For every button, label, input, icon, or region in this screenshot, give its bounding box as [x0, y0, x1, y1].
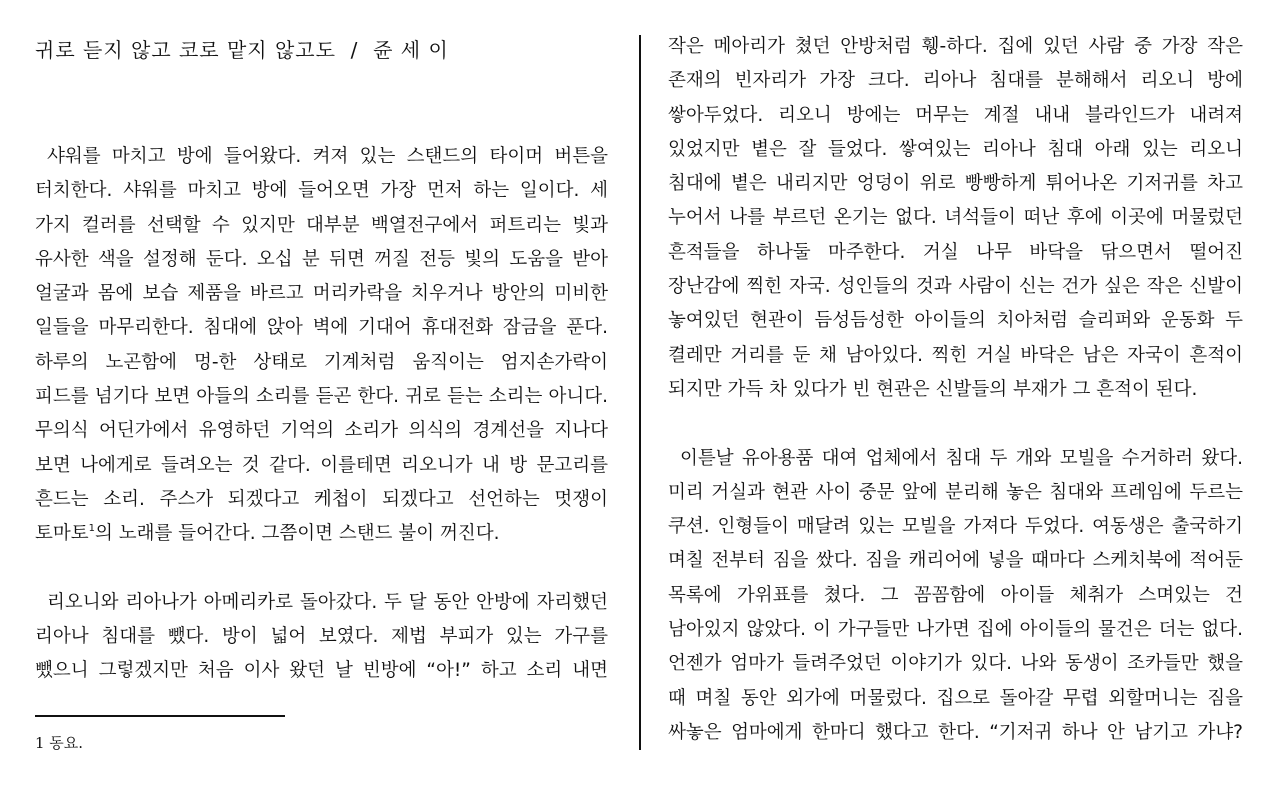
text-line: 놓여있던 현관이 듬성듬성한 아이들의 치아처럼 슬리퍼와 운동화 두 [668, 310, 1243, 332]
text-line: 때 며칠 동안 외가에 머물렀다. 집으로 돌아갈 무렵 외할머니는 짐을 [668, 687, 1243, 709]
text-line: 쌓아두었다. 리오니 방에는 머무는 계절 내내 블라인드가 내려져 [668, 104, 1243, 126]
text-line: 가지 컬러를 선택할 수 있지만 대부분 백열전구에서 퍼트리는 빛과 [35, 214, 608, 236]
text-line: 터치한다. 샤워를 마치고 방에 들어오면 가장 먼저 하는 일이다. 세 [35, 180, 608, 202]
footnote: 1 동요. [35, 734, 84, 752]
text-line: 며칠 전부터 짐을 쌌다. 짐을 캐리어에 넣을 때마다 스케치북에 적어둔 [668, 550, 1243, 572]
text-line: 유사한 색을 설정해 둔다. 오십 분 뒤면 꺼질 전등 빛의 도움을 받아 [35, 248, 608, 270]
text-line: 침대에 볕은 내리지만 엉덩이 위로 빵빵하게 튀어나온 기저귀를 차고 [668, 173, 1243, 195]
text-line: 이튿날 유아용품 대여 업체에서 침대 두 개와 모빌을 수거하러 왔다. [680, 447, 1243, 469]
text-line: 싸놓은 엄마에게 한마디 했다고 한다. “기저귀 하나 안 남기고 가냐? [668, 721, 1243, 743]
text-line [35, 517, 608, 551]
text-line: 켤레만 거리를 둔 채 남아있다. 찍힌 거실 바닥은 남은 자국이 흔적이 [668, 344, 1243, 366]
text-line: 리오니와 리아나가 아메리카로 돌아갔다. 두 달 동안 안방에 자리했던 [47, 591, 608, 613]
text-line: 일들을 마무리한다. 침대에 앉아 벽에 기대어 휴대전화 잠금을 푼다. [35, 317, 608, 339]
text-line: 하루의 노곤함에 멍-한 상태로 기계처럼 움직이는 엄지손가락이 [35, 351, 608, 373]
text-line: 존재의 빈자리가 가장 크다. 리아나 침대를 분해해서 리오니 방에 [668, 70, 1243, 92]
text-line: 무의식 어딘가에서 유영하던 기억의 소리가 의식의 경계선을 지나다 [35, 420, 608, 442]
text-line: 장난감에 찍힌 자국. 성인들의 것과 사람이 신는 건가 싶은 작은 신발이 [668, 276, 1243, 298]
text-segment: 의 노래를 들어간다. 그쯤이면 스탠드 불이 꺼진다. [95, 523, 500, 545]
document-title: 귀로 듣지 않고 코로 맡지 않고도 / 쥰 세 이 [35, 38, 449, 62]
text-line: 흔드는 소리. 주스가 되겠다고 케첩이 되겠다고 선언하는 멋쟁이 [35, 488, 608, 510]
right-column-paragraph-1 [668, 30, 1243, 750]
text-line: 흔적들을 하나둘 마주한다. 거실 나무 바닥을 닦으면서 떨어진 [668, 241, 1243, 263]
text-line: 샤워를 마치고 방에 들어왔다. 켜져 있는 스탠드의 타이머 버튼을 [47, 146, 608, 167]
text-line: 보면 나에게로 들려오는 것 같다. 이를테면 리오니가 내 방 문고리를 [35, 454, 608, 476]
text-line: 되지만 가득 차 있다가 빈 현관은 신발들의 부재가 그 흔적이 된다. [668, 378, 1198, 400]
footnote-reference[interactable]: 1 [88, 523, 95, 535]
left-column-paragraph-1 [35, 140, 608, 689]
text-line: 언젠가 엄마가 들려주었던 이야기가 있다. 나와 동생이 조카들만 했을 [668, 653, 1243, 675]
footnote-divider [35, 715, 285, 717]
text-line: 목록에 가위표를 쳤다. 그 꼼꼼함에 아이들 체취가 스며있는 건 [668, 584, 1243, 606]
text-line: 피드를 넘기다 보면 아들의 소리를 듣곤 한다. 귀로 듣는 소리는 아니다. [35, 386, 608, 408]
text-line: 쿠션. 인형들이 매달려 있는 모빌을 가져다 두었다. 여동생은 출국하기 [668, 516, 1243, 538]
text-segment: 토마토 [35, 523, 89, 545]
text-line: 얼굴과 몸에 보습 제품을 바르고 머리카락을 치우거나 방안의 미비한 [35, 283, 608, 305]
text-line: 리아나 침대를 뺐다. 방이 넓어 보였다. 제법 부피가 있는 가구를 [35, 626, 608, 648]
column-divider [639, 35, 641, 750]
text-line: 미리 거실과 현관 사이 중문 앞에 분리해 놓은 침대와 프레임에 두르는 [668, 481, 1243, 503]
text-line: 있었지만 볕은 잘 들었다. 쌓여있는 리아나 침대 아래 있는 리오니 [668, 138, 1243, 160]
text-line: 누어서 나를 부르던 온기는 없다. 녀석들이 떠난 후에 이곳에 머물렀던 [668, 207, 1243, 229]
text-line: 작은 메아리가 쳤던 안방처럼 휑-하다. 집에 있던 사람 중 가장 작은 [668, 36, 1243, 57]
text-line: 뺐으니 그렇겠지만 처음 이사 왔던 날 빈방에 “아!” 하고 소리 내면 [35, 660, 608, 682]
text-line: 남아있지 않았다. 이 가구들만 나가면 집에 아이들의 물건은 더는 없다. [668, 619, 1243, 641]
